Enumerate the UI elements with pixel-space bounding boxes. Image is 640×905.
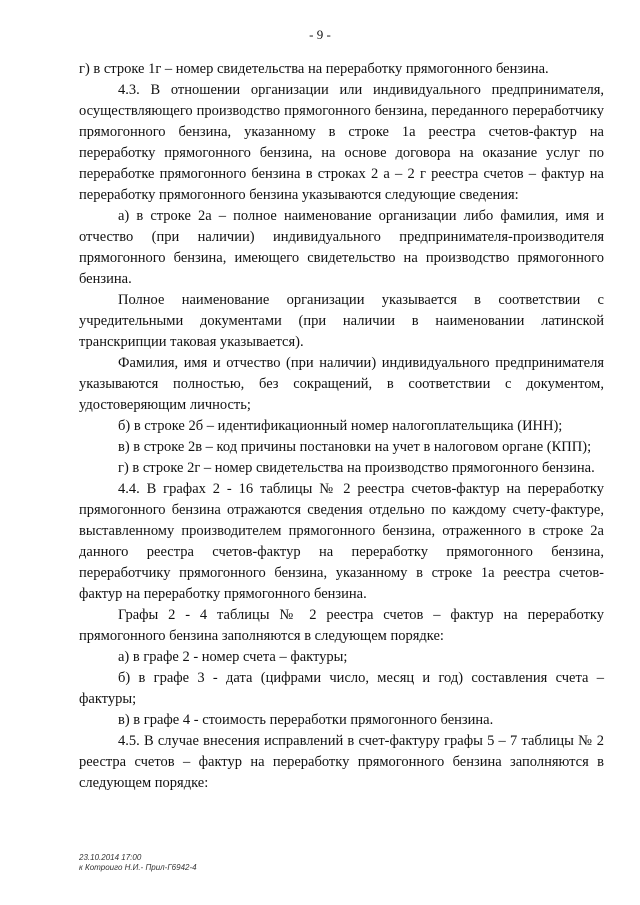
paragraph-surname: Фамилия, имя и отчество (при наличии) индивидуального предпринимателя указываются полностью, без сокращений, в соответствии с документом, удостоверяющим личность; (79, 355, 604, 413)
footer-date: 23.10.2014 17:00 (79, 853, 142, 862)
paragraph-column-3: б) в графе 3 - дата (цифрами число, месяц и год) составления счета – фактуры; (79, 670, 604, 707)
paragraph-4-3-b: б) в строке 2б – идентификационный номер налогоплательщика (ИНН); (118, 418, 563, 434)
paragraph-4-3-a: а) в строке 2а – полное наименование организации либо фамилия, имя и отчество (при наличии) индивидуального предпринимателя-производителя прямогонного бензина, имеющего свидетельство на производство прямогонного бензина. (79, 208, 604, 287)
footer-stamp (79, 853, 197, 873)
paragraph-column-4: в) в графе 4 - стоимость переработки прямогонного бензина. (118, 712, 494, 728)
paragraph-4-3-v: в) в строке 2в – код причины постановки на учет в налоговом органе (КПП); (118, 439, 592, 455)
paragraph-1: г) в строке 1г – номер свидетельства на переработку прямогонного бензина. (79, 61, 549, 77)
footer-reference: к Котроиго Н.И.- Прил-Г6942-4 (79, 863, 197, 872)
paragraph-4-4: 4.4. В графах 2 - 16 таблицы № 2 реестра счетов-фактур на переработку прямогонного бензина отражаются сведения отдельно по каждому счету-фактуре, выставленному производителем прямогонного бензина, отраженного в строке 2а данного реестра счетов-фактур на переработку прямогонного бензина, переработчику прямогонного бензина, указанному в строке 1а реестра счетов-фактур на переработку прямогонного бензина. (79, 481, 604, 602)
paragraph-4-5: 4.5. В случае внесения исправлений в счет-фактуру графы 5 – 7 таблицы № 2 реестра счетов – фактур на переработку прямогонного бензина заполняются в следующем порядке: (79, 733, 604, 791)
paragraph-4-3-g: г) в строке 2г – номер свидетельства на производство прямогонного бензина. (118, 460, 595, 476)
paragraph-4-3: 4.3. В отношении организации или индивидуального предпринимателя, осуществляющего производство прямогонного бензина, переданного переработчику прямогонного бензина, указанному в строке 1а реестра счетов-фактур на переработку прямогонного бензина, на основе договора на оказание услуг по переработке прямогонного бензина в строках 2 а – 2 г реестра счетов – фактур на переработку прямогонного бензина указываются следующие сведения: (79, 82, 604, 203)
page-number: - 9 - (309, 27, 331, 42)
paragraph-column-2: а) в графе 2 - номер счета – фактуры; (118, 649, 348, 665)
paragraph-full-name: Полное наименование организации указывается в соответствии с учредительными документами (при наличии в наименовании латинской транскрипции таковая указывается). (79, 292, 604, 350)
paragraph-columns-2-4: Графы 2 - 4 таблицы № 2 реестра счетов – фактур на переработку прямогонного бензина заполняются в следующем порядке: (79, 607, 604, 644)
document-body (79, 59, 604, 794)
